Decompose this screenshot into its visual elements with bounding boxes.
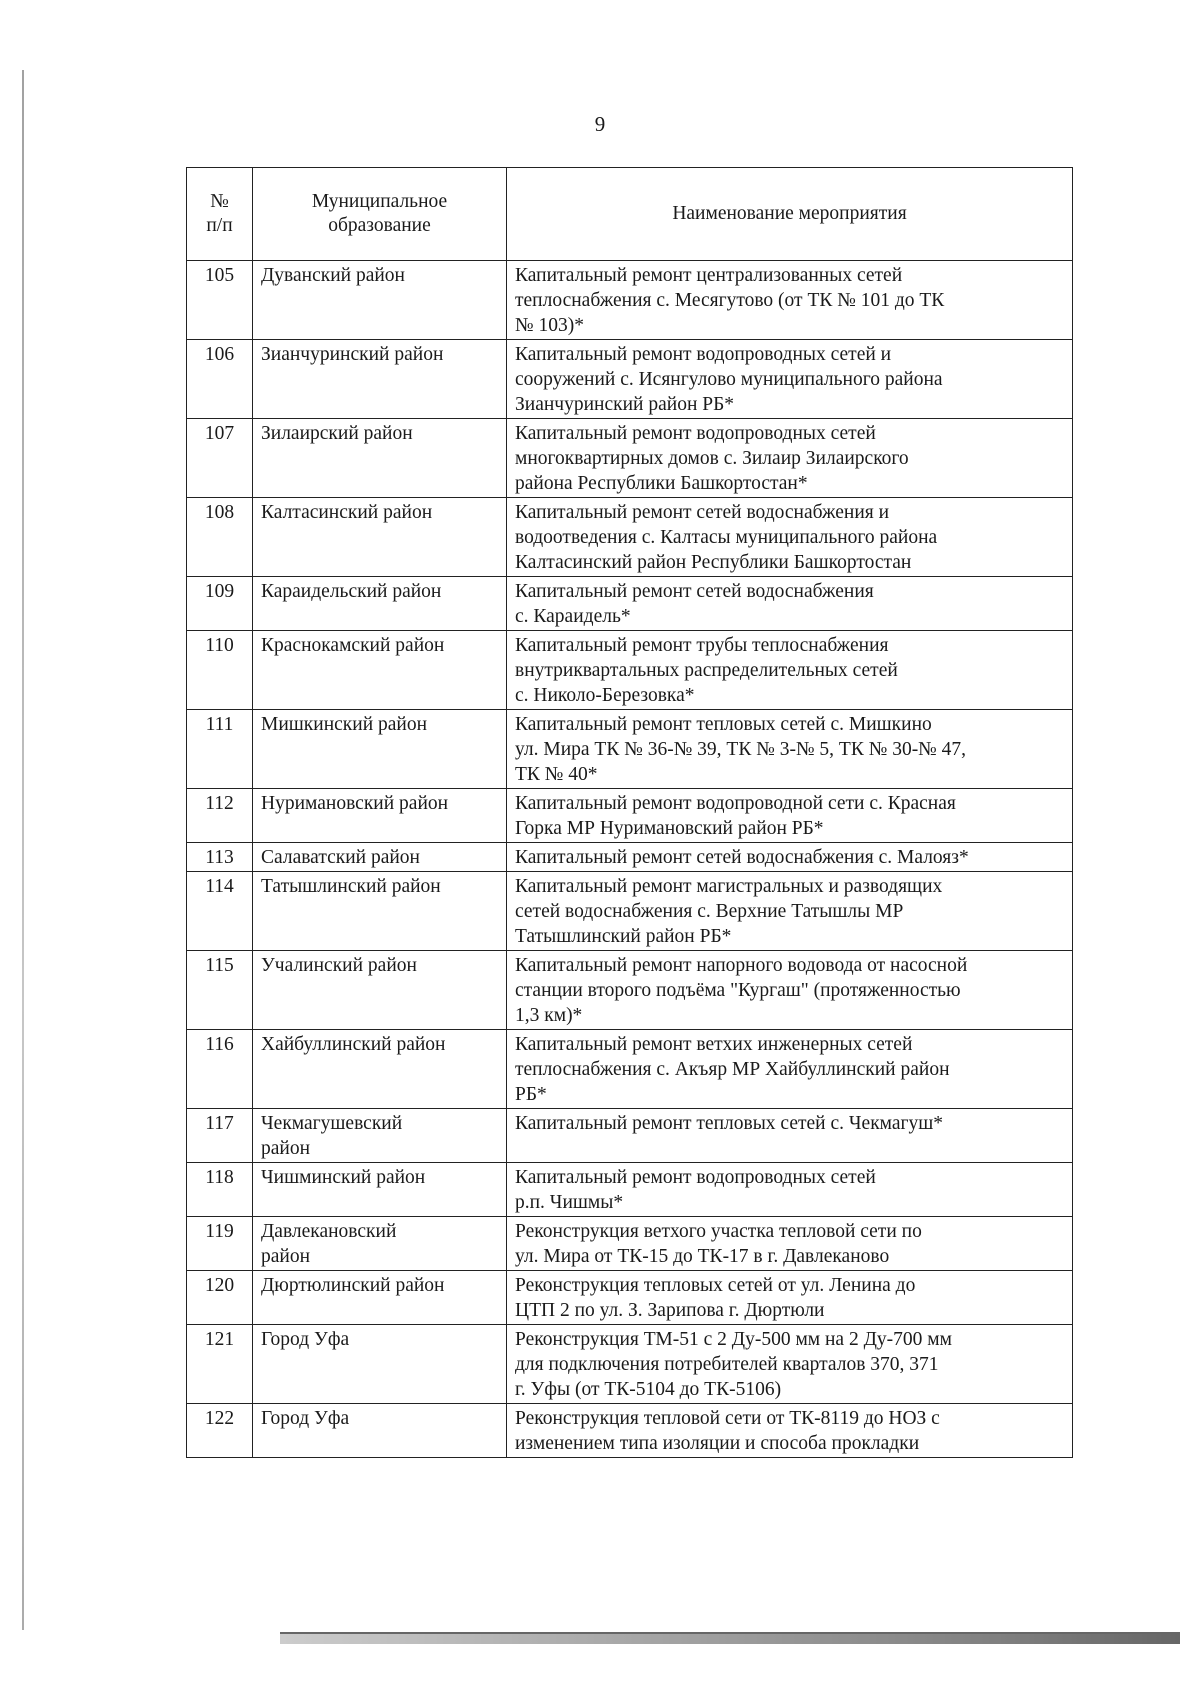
municipality-cell: Чекмагушевский район [253, 1109, 507, 1163]
municipality-cell: Город Уфа [253, 1404, 507, 1458]
activity-cell: Капитальный ремонт водопроводных сетей и сооружений с. Исянгулово муниципального района Зианчуринский район РБ* [507, 340, 1073, 419]
municipality-cell: Хайбуллинский район [253, 1030, 507, 1109]
municipality-cell: Зианчуринский район [253, 340, 507, 419]
row-number-cell: 116 [187, 1030, 253, 1109]
municipality-cell: Город Уфа [253, 1325, 507, 1404]
municipality-cell: Калтасинский район [253, 498, 507, 577]
table-row [187, 1325, 1073, 1404]
activity-cell: Реконструкция ветхого участка тепловой сети по ул. Мира от ТК-15 до ТК-17 в г. Давлеканово [507, 1217, 1073, 1271]
municipality-cell: Чишминский район [253, 1163, 507, 1217]
row-number-cell: 117 [187, 1109, 253, 1163]
table-row [187, 1163, 1073, 1217]
municipality-cell: Мишкинский район [253, 710, 507, 789]
municipality-cell: Дюртюлинский район [253, 1271, 507, 1325]
municipality-cell: Караидельский район [253, 577, 507, 631]
row-number-cell: 121 [187, 1325, 253, 1404]
row-number-cell: 106 [187, 340, 253, 419]
municipality-cell: Учалинский район [253, 951, 507, 1030]
row-number-cell: 110 [187, 631, 253, 710]
activity-cell: Капитальный ремонт трубы теплоснабжения внутриквартальных распределительных сетей с. Николо-Березовка* [507, 631, 1073, 710]
header-num-label: № п/п [206, 191, 233, 236]
row-number-cell: 122 [187, 1404, 253, 1458]
row-number-cell: 107 [187, 419, 253, 498]
table-row [187, 261, 1073, 340]
row-number-cell: 119 [187, 1217, 253, 1271]
table-row [187, 498, 1073, 577]
table-row [187, 631, 1073, 710]
municipality-cell: Салаватский район [253, 843, 507, 872]
activity-cell: Капитальный ремонт ветхих инженерных сетей теплоснабжения с. Акъяр МР Хайбуллинский район РБ* [507, 1030, 1073, 1109]
table-row [187, 419, 1073, 498]
activity-cell: Реконструкция тепловых сетей от ул. Ленина до ЦТП 2 по ул. З. Зарипова г. Дюртюли [507, 1271, 1073, 1325]
activity-cell: Капитальный ремонт тепловых сетей с. Мишкино ул. Мира ТК № 36-№ 39, ТК № 3-№ 5, ТК № 30-№ 47, ТК № 40* [507, 710, 1073, 789]
row-number-cell: 105 [187, 261, 253, 340]
row-number-cell: 120 [187, 1271, 253, 1325]
municipality-cell: Татышлинский район [253, 872, 507, 951]
row-number-cell: 109 [187, 577, 253, 631]
table-row [187, 951, 1073, 1030]
header-municipality-label: Муниципальное образование [311, 191, 448, 236]
activities-table [186, 167, 1073, 1458]
activity-cell: Капитальный ремонт водопроводных сетей р.п. Чишмы* [507, 1163, 1073, 1217]
row-number-cell: 112 [187, 789, 253, 843]
row-number-cell: 111 [187, 710, 253, 789]
header-activity [507, 168, 1073, 261]
activity-cell: Капитальный ремонт водопроводных сетей многоквартирных домов с. Зилаир Зилаирского района Республики Башкортостан* [507, 419, 1073, 498]
activity-cell: Капитальный ремонт напорного водовода от насосной станции второго подъёма "Кургаш" (протяженностью 1,3 км)* [507, 951, 1073, 1030]
activity-cell: Реконструкция тепловой сети от ТК-8119 до НОЗ с изменением типа изоляции и способа прокладки [507, 1404, 1073, 1458]
municipality-cell: Нуримановский район [253, 789, 507, 843]
row-number-cell: 118 [187, 1163, 253, 1217]
table-header-row [187, 168, 1073, 261]
table-row [187, 710, 1073, 789]
bottom-scan-rule [280, 1634, 1180, 1644]
table-row [187, 577, 1073, 631]
municipality-cell: Дуванский район [253, 261, 507, 340]
municipality-cell: Зилаирский район [253, 419, 507, 498]
activity-cell: Капитальный ремонт сетей водоснабжения с. Малояз* [507, 843, 1073, 872]
row-number-cell: 115 [187, 951, 253, 1030]
activity-cell: Капитальный ремонт магистральных и разводящих сетей водоснабжения с. Верхние Татышлы МР Татышлинский район РБ* [507, 872, 1073, 951]
scan-margin-line [22, 70, 24, 1630]
page-number: 9 [594, 112, 606, 136]
table-row [187, 1109, 1073, 1163]
municipality-cell: Краснокамский район [253, 631, 507, 710]
table-row [187, 1030, 1073, 1109]
activity-cell: Капитальный ремонт водопроводной сети с. Красная Горка МР Нуримановский район РБ* [507, 789, 1073, 843]
table-row [187, 1271, 1073, 1325]
table-row [187, 789, 1073, 843]
row-number-cell: 114 [187, 872, 253, 951]
table-row [187, 872, 1073, 951]
activity-cell: Капитальный ремонт тепловых сетей с. Чекмагуш* [507, 1109, 1073, 1163]
header-activity-label: Наименование мероприятия [672, 203, 907, 224]
header-num [187, 168, 253, 261]
activity-cell: Капитальный ремонт сетей водоснабжения с. Караидель* [507, 577, 1073, 631]
table-row [187, 1217, 1073, 1271]
row-number-cell: 113 [187, 843, 253, 872]
header-municipality [253, 168, 507, 261]
table-body [187, 261, 1073, 1458]
table-row [187, 843, 1073, 872]
activity-cell: Реконструкция ТМ-51 с 2 Ду-500 мм на 2 Ду-700 мм для подключения потребителей кварталов 370, 371 г. Уфы (от ТК-5104 до ТК-5106) [507, 1325, 1073, 1404]
municipality-cell: Давлекановский район [253, 1217, 507, 1271]
row-number-cell: 108 [187, 498, 253, 577]
activity-cell: Капитальный ремонт централизованных сетей теплоснабжения с. Месягутово (от ТК № 101 до ТК № 103)* [507, 261, 1073, 340]
table-row [187, 340, 1073, 419]
table-row [187, 1404, 1073, 1458]
activity-cell: Капитальный ремонт сетей водоснабжения и водоотведения с. Калтасы муниципального района Калтасинский район Республики Башкортостан [507, 498, 1073, 577]
